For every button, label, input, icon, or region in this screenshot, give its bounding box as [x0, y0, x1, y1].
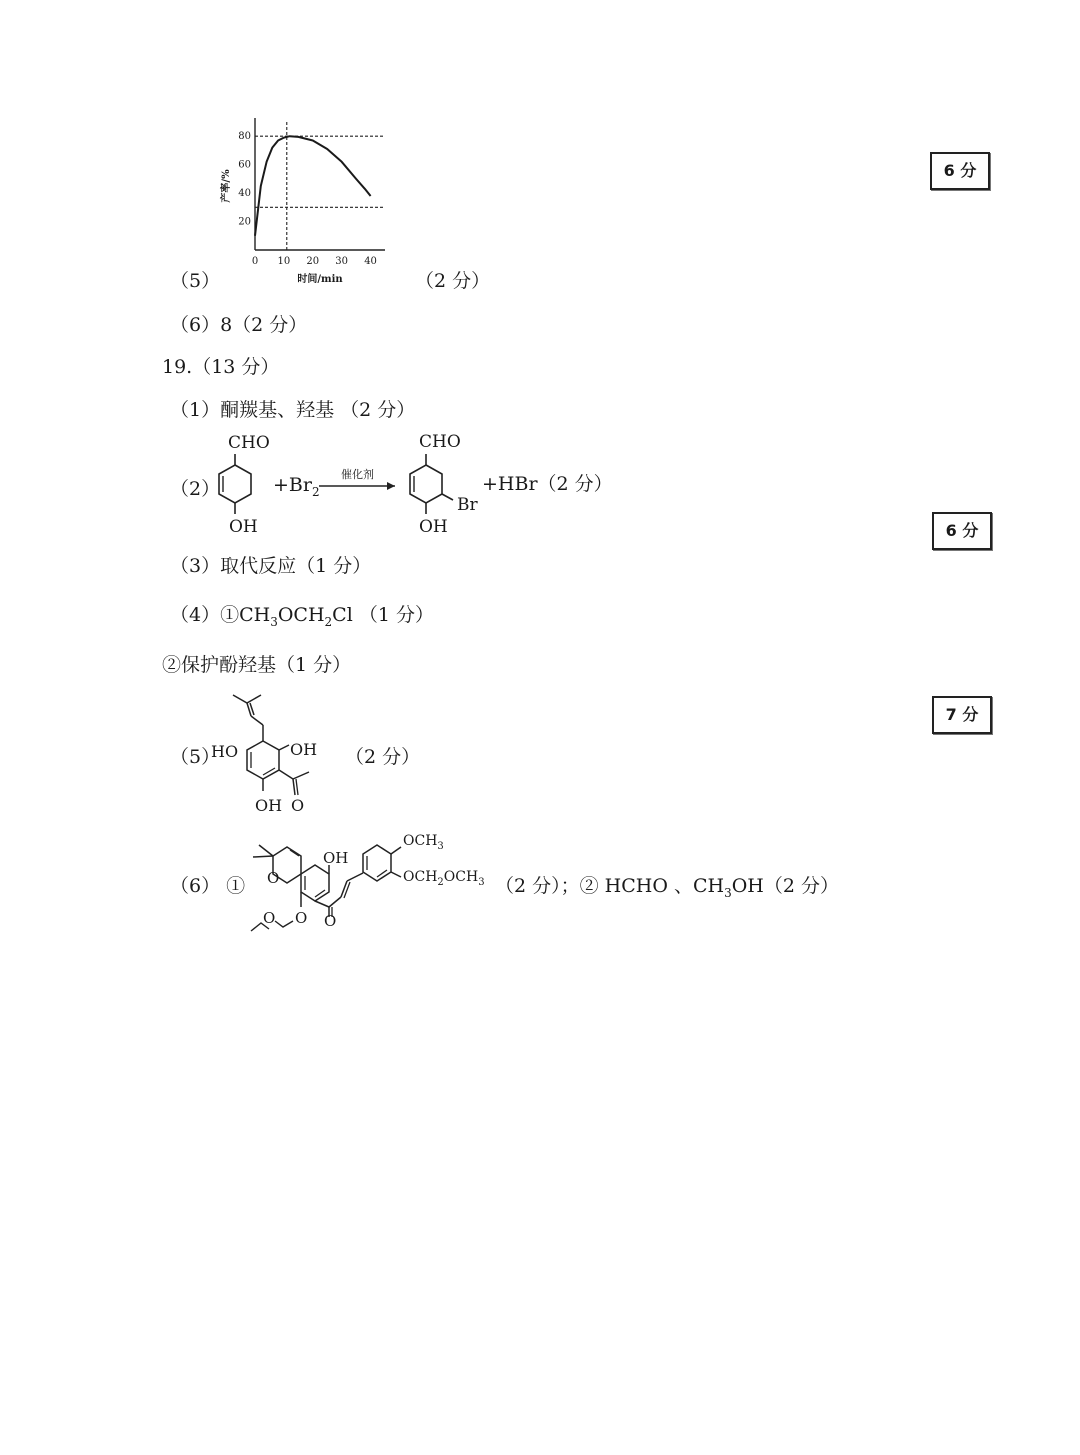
q19-4-answer: $(4)①CH_3OCH_2Cl$ （1 分） — [170, 604, 434, 629]
q5-score: （2 分） — [415, 270, 491, 292]
q19-6-score: （2 分）；② HCHO 、$CH_3OH(2$ 分） — [495, 875, 839, 900]
score-box-2: 6 分 — [932, 512, 992, 550]
y-tick-label: 20 — [238, 216, 251, 228]
q19-6-label: （6） ① — [170, 875, 246, 897]
oh-label-2: OH — [419, 517, 448, 537]
svg-text:O: O — [295, 909, 308, 927]
q19-3-answer: （3）取代反应（1 分） — [170, 555, 372, 577]
q19-5-score: （2 分） — [345, 746, 421, 768]
x-tick-label: 40 — [364, 256, 377, 267]
oh-label-1: OH — [229, 517, 258, 537]
x-tick-label: 20 — [306, 256, 320, 267]
q19-2-label: （2） — [170, 478, 221, 500]
q19-heading: 19.（13 分） — [162, 356, 280, 378]
y-axis-label: 产率/% — [221, 169, 232, 203]
structure-q5 — [205, 685, 325, 820]
svg-text:OH: OH — [290, 740, 318, 759]
cho-label-2: CHO — [419, 432, 461, 452]
y-tick-label: 60 — [238, 159, 251, 171]
svg-text:HO: HO — [211, 742, 239, 761]
x-tick-label: 10 — [277, 256, 291, 267]
svg-text:OH: OH — [255, 796, 283, 815]
svg-text:O: O — [267, 869, 280, 887]
svg-text:OCH2OCH3: $OCH_2OCH_3$ — [403, 869, 485, 888]
y-tick-label: 80 — [238, 131, 251, 143]
catalyst-label: 催化剂 — [341, 468, 374, 481]
y-tick-label: 40 — [238, 188, 251, 200]
yield-time-chart — [215, 110, 415, 290]
q6-answer: （6）8（2 分） — [170, 314, 308, 336]
x-axis-label: 时间/min — [297, 274, 343, 285]
benzene-ring-2 — [410, 465, 442, 503]
series-line-0 — [255, 136, 371, 236]
svg-text:O: O — [291, 796, 305, 815]
svg-text:O: O — [263, 909, 276, 927]
svg-text:O: O — [324, 912, 337, 930]
hbr-text: +HBr（2 分） — [482, 473, 613, 495]
q19-4-2-answer: ②保护酚羟基（1 分） — [162, 654, 352, 676]
q5-label: （5） — [170, 270, 221, 292]
x-tick-label: 30 — [335, 256, 349, 267]
q19-1-answer: （1）酮羰基、羟基 （2 分） — [170, 399, 416, 421]
q19-5-label: （5） — [170, 746, 221, 768]
reaction-equation — [195, 428, 615, 543]
score-box-1: 6 分 — [930, 152, 990, 190]
x-tick-label: 0 — [251, 256, 259, 267]
br2-text: $+Br_2$ — [273, 474, 320, 499]
benzene-ring-1 — [219, 465, 251, 503]
cho-label-1: CHO — [228, 433, 270, 453]
structure-q6 — [245, 825, 490, 935]
svg-text:OCH3: $OCH_3$ — [403, 833, 444, 852]
svg-text:OH: OH — [323, 849, 349, 867]
score-box-3: 7 分 — [932, 696, 992, 734]
br-label: Br — [457, 495, 478, 515]
